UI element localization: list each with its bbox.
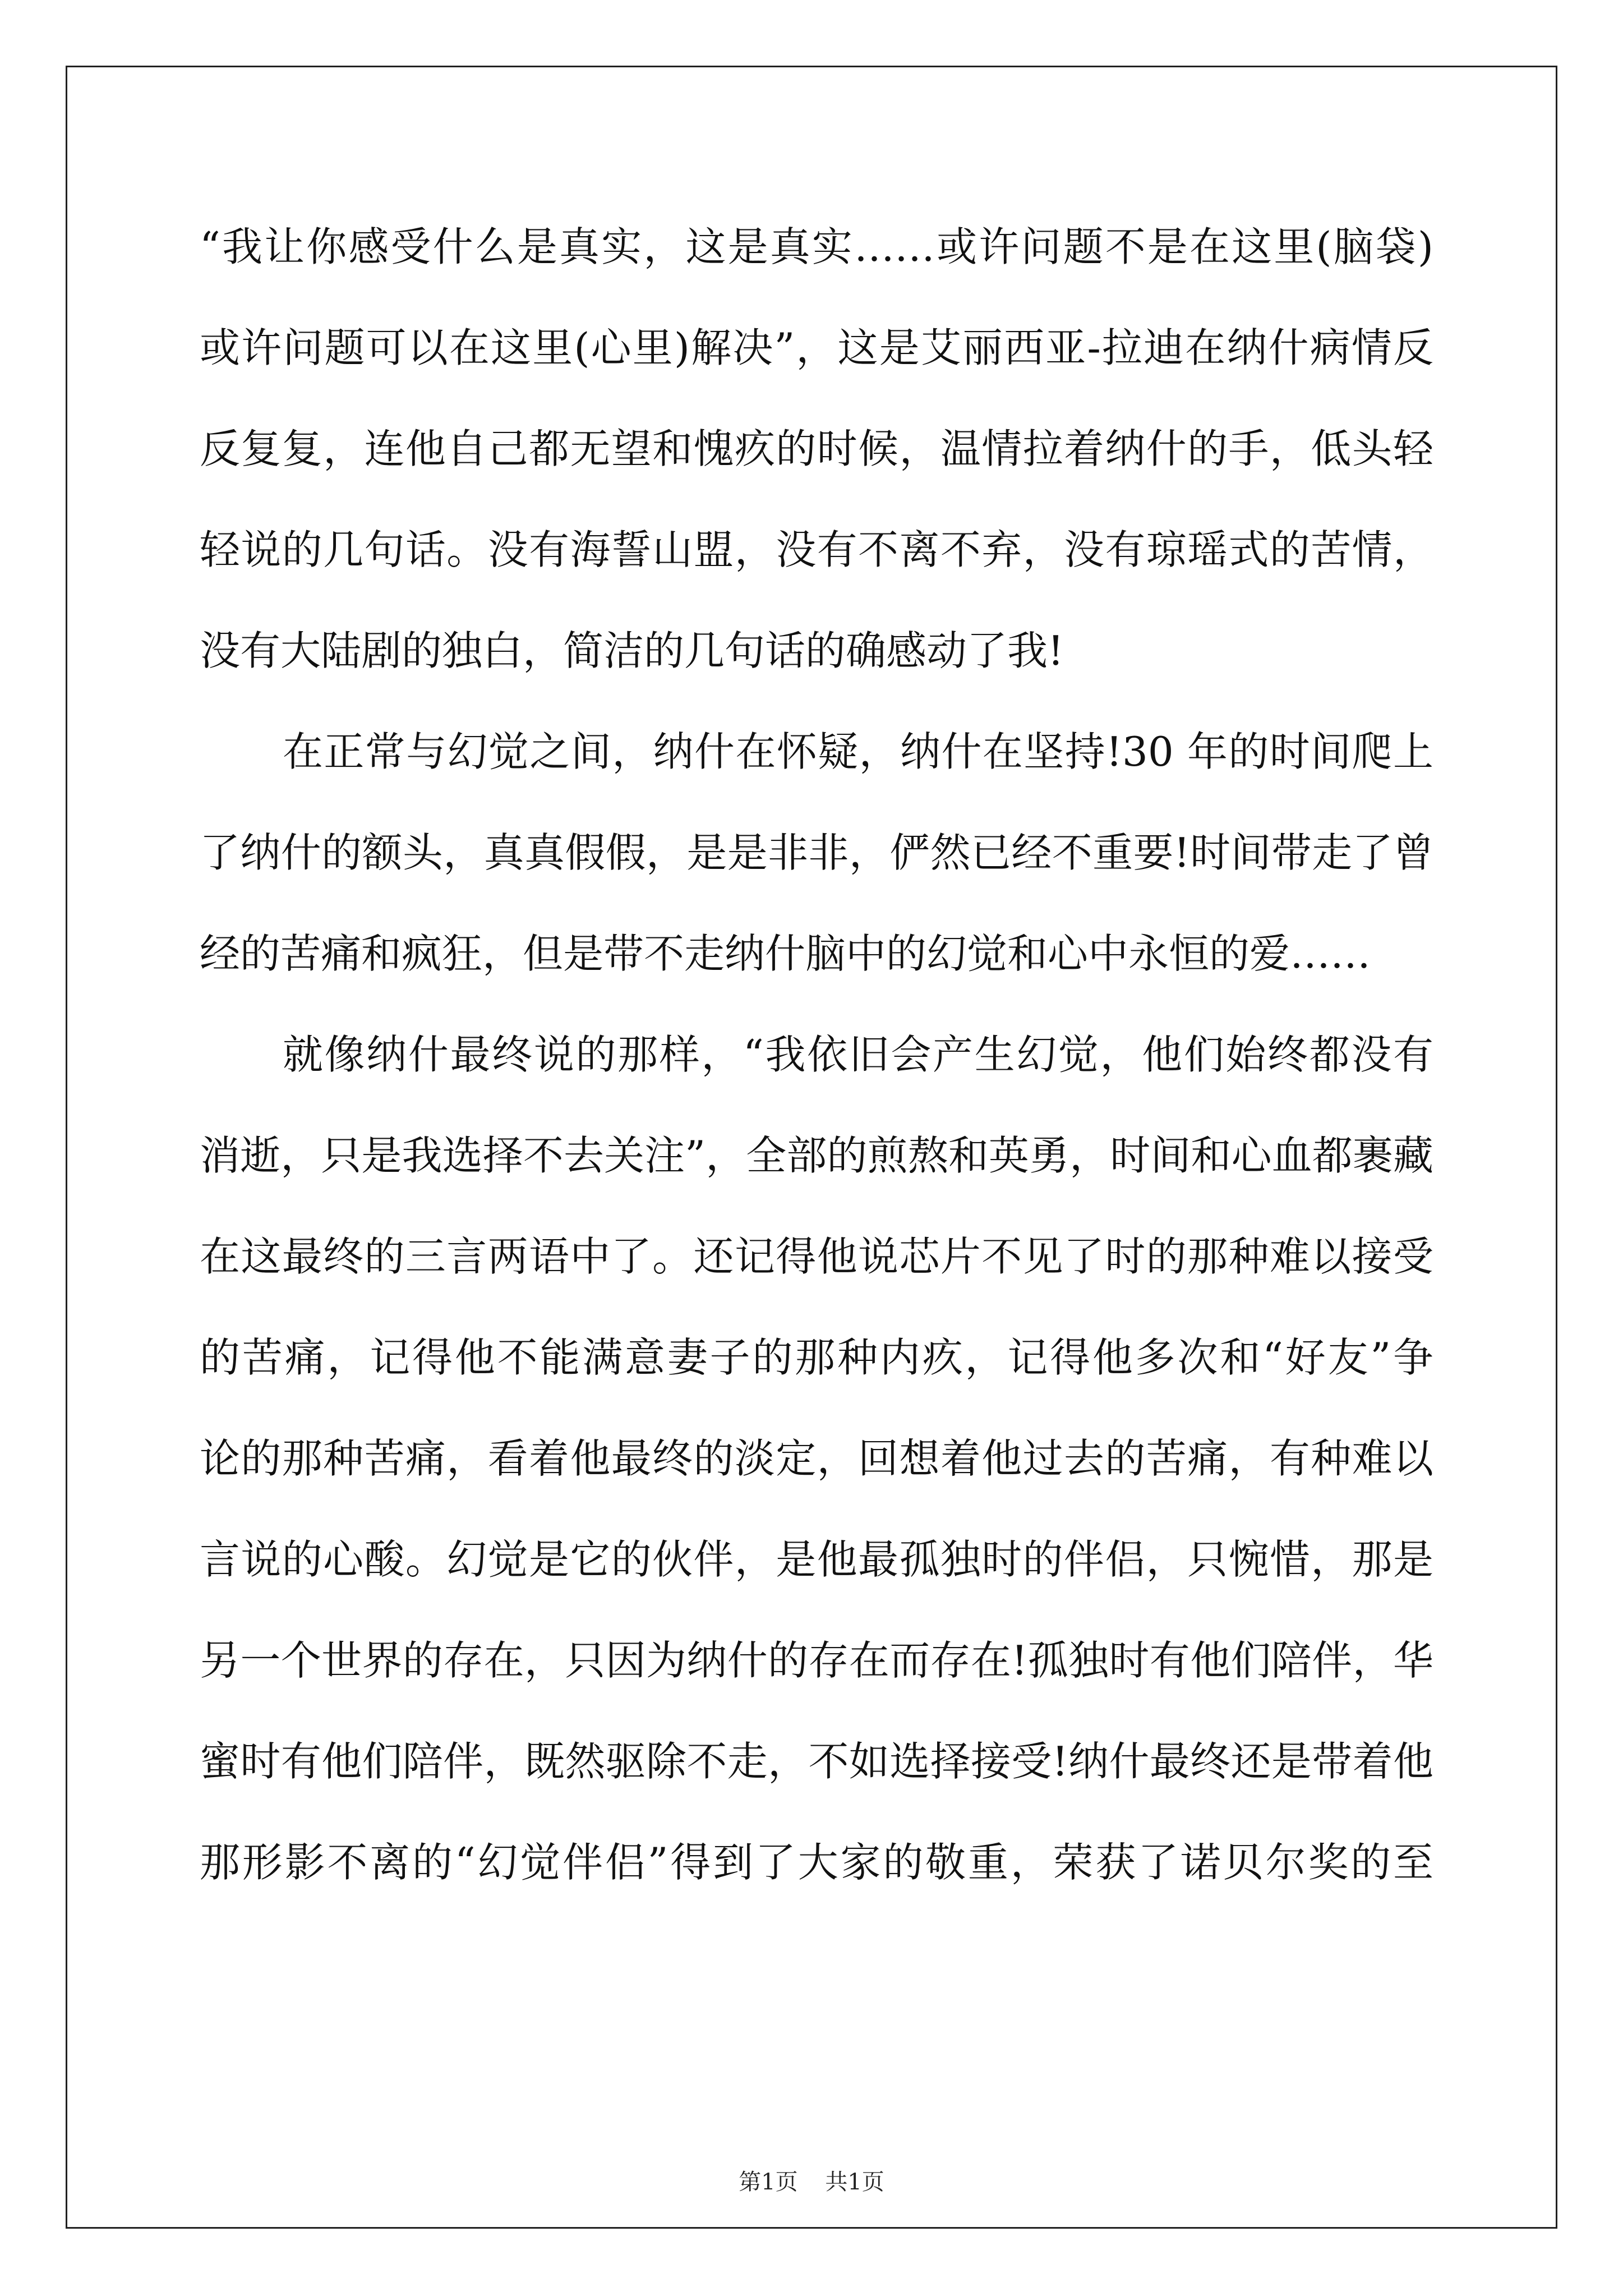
total-pages: 共1页 <box>825 2169 884 2195</box>
text-line: 反复复，连他自己都无望和愧疚的时候，温情拉着纳什的手，低头轻 <box>200 425 1433 472</box>
text-line: 蜜时有他们陪伴，既然驱除不走，不如选择接受!纳什最终还是带着他 <box>200 1738 1433 1785</box>
text-line: 或许问题可以在这里(心里)解决”，这是艾丽西亚-拉迪在纳什病情反 <box>200 324 1433 371</box>
text-line: 论的那种苦痛，看着他最终的淡定，回想着他过去的苦痛，有种难以 <box>200 1435 1433 1482</box>
text-line: 在这最终的三言两语中了。还记得他说芯片不见了时的那种难以接受 <box>200 1233 1433 1280</box>
text-line: 另一个世界的存在，只因为纳什的存在而存在!孤独时有他们陪伴，华 <box>200 1637 1433 1684</box>
document-body <box>200 196 1433 1913</box>
page-number: 第1页 <box>739 2169 798 2195</box>
text-line: 就像纳什最终说的那样，“我依旧会产生幻觉，他们始终都没有 <box>283 1031 1433 1078</box>
text-line: 了纳什的额头，真真假假，是是非非，俨然已经不重要!时间带走了曾 <box>200 829 1433 876</box>
text-line: 的苦痛，记得他不能满意妻子的那种内疚，记得他多次和“好友”争 <box>200 1334 1433 1381</box>
text-line: 没有大陆剧的独白，简洁的几句话的确感动了我! <box>200 627 1064 674</box>
text-line: 经的苦痛和疯狂，但是带不走纳什脑中的幻觉和心中永恒的爱…… <box>200 930 1371 977</box>
text-line: 言说的心酸。幻觉是它的伙伴，是他最孤独时的伴侣，只惋惜，那是 <box>200 1536 1433 1583</box>
text-line: 轻说的几句话。没有海誓山盟，没有不离不弃，没有琼瑶式的苦情， <box>200 526 1433 573</box>
text-line: 消逝，只是我选择不去关注”，全部的煎熬和英勇，时间和心血都裹藏 <box>200 1132 1433 1179</box>
text-line: 那形影不离的“幻觉伴侣”得到了大家的敬重，荣获了诺贝尔奖的至 <box>200 1839 1433 1886</box>
page-footer <box>0 2164 1623 2196</box>
text-line: 在正常与幻觉之间，纳什在怀疑，纳什在坚持!30 年的时间爬上 <box>283 728 1433 775</box>
text-line: “我让你感受什么是真实，这是真实……或许问题不是在这里(脑袋) <box>200 223 1433 270</box>
